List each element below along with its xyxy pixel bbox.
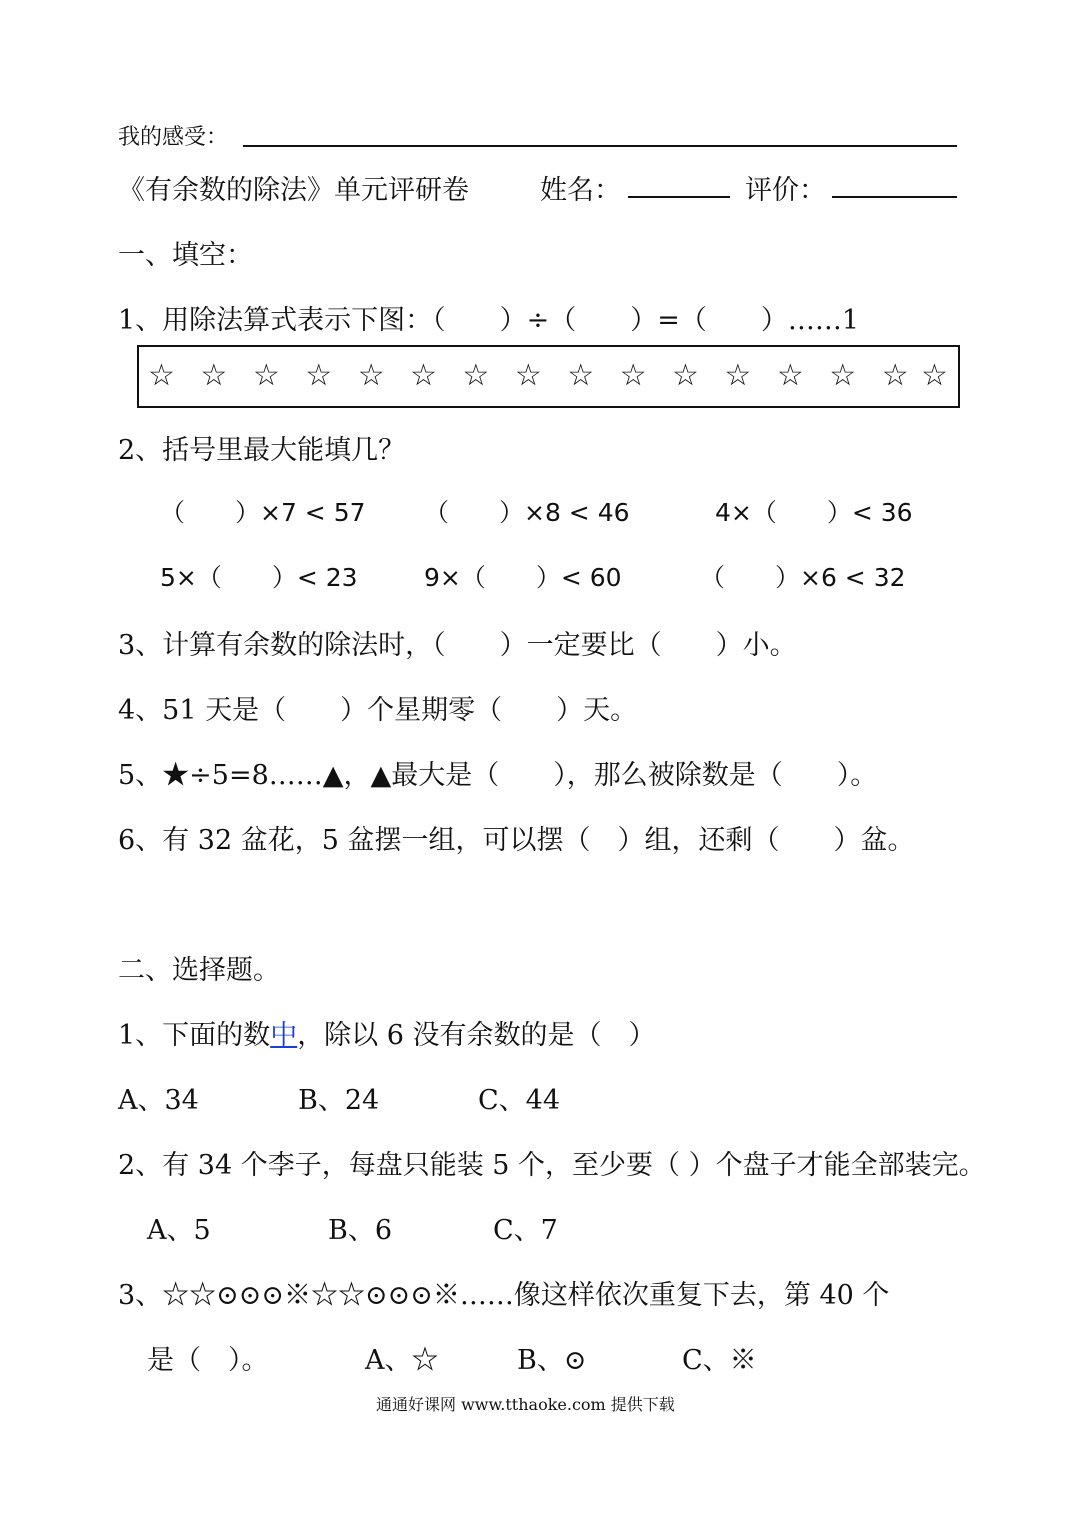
- question-1-2: 2、括号里最大能填几？: [118, 435, 406, 466]
- star-group-3: ☆ ☆ ☆ ☆ ☆: [672, 358, 917, 393]
- q2-3-option-c: C、※: [682, 1345, 757, 1376]
- q2-3-option-a: A、☆: [365, 1345, 439, 1376]
- q2-1-option-c: C、44: [478, 1085, 561, 1116]
- question-1-1: 1、用除法算式表示下图：（ ）÷（ ）=（ ）……1: [118, 305, 860, 336]
- question-2-2: 2、有 34 个李子，每盘只能装 5 个，至少要（ ）个盘子才能全部装完。: [118, 1150, 986, 1181]
- section1-heading: 一、填空：: [118, 240, 253, 271]
- q2-1-option-b: B、24: [298, 1085, 380, 1116]
- q2-1-link[interactable]: 中: [270, 1020, 298, 1051]
- q2-item-5: 9×（ ）< 60: [424, 563, 622, 592]
- question-1-6: 6、有 32 盆花，5 盆摆一组，可以摆（ ）组，还剩（ ）盆。: [118, 825, 915, 856]
- question-2-3-cont: 是（ ）。: [147, 1345, 269, 1376]
- question-1-5: 5、★÷5=8……▲，▲最大是（ ），那么被除数是（ ）。: [118, 760, 878, 791]
- feeling-label: 我的感受：: [118, 125, 229, 150]
- name-label: 姓名：: [540, 175, 621, 206]
- star-group-2: ☆ ☆ ☆ ☆ ☆: [410, 358, 655, 393]
- q2-2-option-c: C、7: [493, 1215, 558, 1246]
- evaluation-label: 评价：: [745, 175, 826, 206]
- q2-3-option-b: B、⊙: [517, 1345, 587, 1376]
- question-2-1: [118, 1013, 656, 1052]
- q2-1-option-a: A、34: [118, 1085, 199, 1116]
- q2-item-1: （ ）×7 < 57: [160, 498, 366, 527]
- q2-1-prefix: 1、下面的数: [118, 1020, 271, 1051]
- footer-source: 通通好课网 www.tthaoke.com 提供下载: [376, 1395, 675, 1414]
- name-answer-line[interactable]: [628, 196, 730, 198]
- q2-item-3: 4×（ ）< 36: [715, 498, 913, 527]
- question-2-3: 3、☆☆⊙⊙⊙※☆☆⊙⊙⊙※……像这样依次重复下去，第 40 个: [118, 1280, 890, 1311]
- q2-item-2: （ ）×8 < 46: [424, 498, 630, 527]
- question-1-3: 3、计算有余数的除法时，（ ）一定要比（ ）小。: [118, 630, 797, 661]
- q2-2-option-b: B、6: [328, 1215, 393, 1246]
- q2-1-suffix: ，除以 6 没有余数的是（ ）: [297, 1020, 656, 1051]
- q2-item-6: （ ）×6 < 32: [700, 563, 906, 592]
- question-1-4: 4、51 天是（ ）个星期零（ ）天。: [118, 695, 638, 726]
- evaluation-answer-line[interactable]: [832, 196, 957, 198]
- section2-heading: 二、选择题。: [118, 955, 280, 986]
- star-group-1: ☆ ☆ ☆ ☆ ☆: [148, 358, 393, 393]
- feeling-answer-line[interactable]: [243, 145, 957, 147]
- q2-2-option-a: A、5: [147, 1215, 211, 1246]
- exam-title: 《有余数的除法》单元评研卷: [118, 175, 469, 206]
- star-group-4: ☆: [921, 358, 956, 393]
- q2-item-4: 5×（ ）< 23: [160, 563, 358, 592]
